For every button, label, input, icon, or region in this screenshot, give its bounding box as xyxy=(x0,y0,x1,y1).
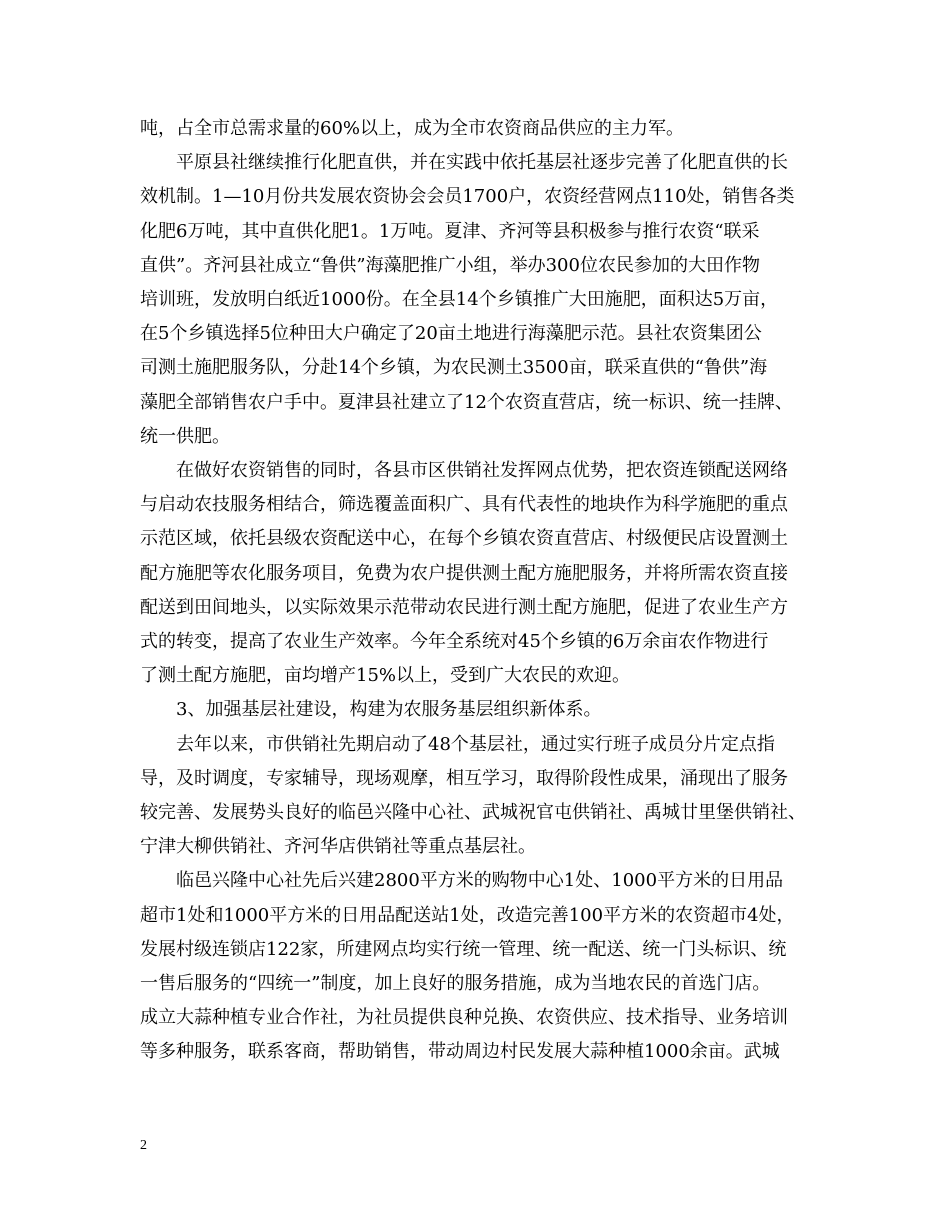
text-line: 培训班，发放明白纸近1000份。在全县14个乡镇推广大田施肥，面积达5万亩， xyxy=(140,289,779,310)
page-number: 2 xyxy=(140,1138,147,1153)
text-line: 与启动农技服务相结合，筛选覆盖面积广、具有代表性的地块作为科学施肥的重点 xyxy=(140,494,788,516)
text-line: 吨，占全市总需求量的60%以上，成为全市农资商品供应的主力军。 xyxy=(140,118,685,139)
text-line: 临邑兴隆中心社先后兴建2800平方米的购物中心1处、1000平方米的日用品 xyxy=(140,870,784,892)
text-line: 化肥6万吨，其中直供化肥1。1万吨。夏津、齐河等县积极参与推行农资“联采 xyxy=(140,220,760,242)
text-line: 示范区域，依托县级农资配送中心，在每个乡镇农资直营店、村级便民店设置测土 xyxy=(140,528,788,550)
text-line: 在做好农资销售的同时，各县市区供销社发挥网点优势，把农资连锁配送网络 xyxy=(140,460,788,481)
text-line: 超市1处和1000平方米的日用品配送站1处，改造完善100平方米的农资超市4处， xyxy=(140,904,795,926)
text-line: 等多种服务，联系客商，帮助销售，带动周边村民发展大蒜种植1000余亩。武城 xyxy=(140,1041,780,1063)
text-line: 宁津大柳供销社、齐河华店供销社等重点基层社。 xyxy=(140,836,536,858)
text-line: 了测土配方施肥，亩均增产15%以上，受到广大农民的欢迎。 xyxy=(140,665,631,687)
text-line: 统一供肥。 xyxy=(140,425,230,447)
text-line: 3、加强基层社建设，构建为农服务基层组织新体系。 xyxy=(140,699,602,721)
text-line: 配方施肥等农化服务项目，免费为农户提供测土配方施肥服务，并将所需农资直接 xyxy=(140,562,788,584)
text-line: 配送到田间地头，以实际效果示范带动农民进行测土配方施肥，促进了农业生产方 xyxy=(140,596,788,618)
text-line: 一售后服务的“四统一”制度，加上良好的服务措施，成为当地农民的首选门店。 xyxy=(140,973,771,994)
text-line: 在5个乡镇选择5位种田大户确定了20亩土地进行海藻肥示范。县社农资集团公 xyxy=(140,323,762,345)
text-line: 导，及时调度，专家辅导，现场观摩，相互学习，取得阶段性成果，涌现出了服务 xyxy=(140,767,788,789)
text-line: 较完善、发展势头良好的临邑兴隆中心社、武城祝官屯供销社、禹城廿里堡供销社、 xyxy=(140,802,806,823)
text-line: 藻肥全部销售农户手中。夏津县社建立了12个农资直营店，统一标识、统一挂牌、 xyxy=(140,391,793,413)
text-line: 直供”。齐河县社成立“鲁供”海藻肥推广小组，举办300位农民参加的大田作物 xyxy=(140,254,760,276)
text-line: 效机制。1—10月份共发展农资协会会员1700户，农资经营网点110处，销售各类 xyxy=(140,186,795,208)
text-line: 平原县社继续推行化肥直供，并在实践中依托基层社逐步完善了化肥直供的长 xyxy=(140,152,788,174)
text-line: 去年以来，市供销社先期启动了48个基层社，通过实行班子成员分片定点指 xyxy=(140,733,775,755)
text-line: 式的转变，提高了农业生产效率。今年全系统对45个乡镇的6万余亩农作物进行 xyxy=(140,631,769,652)
text-line: 发展村级连锁店122家，所建网点均实行统一管理、统一配送、统一门头标识、统 xyxy=(140,938,787,960)
text-line: 司测土施肥服务队，分赴14个乡镇，为农民测土3500亩，联采直供的“鲁供”海 xyxy=(140,357,768,379)
text-line: 成立大蒜种植专业合作社，为社员提供良种兑换、农资供应、技术指导、业务培训 xyxy=(140,1007,788,1029)
